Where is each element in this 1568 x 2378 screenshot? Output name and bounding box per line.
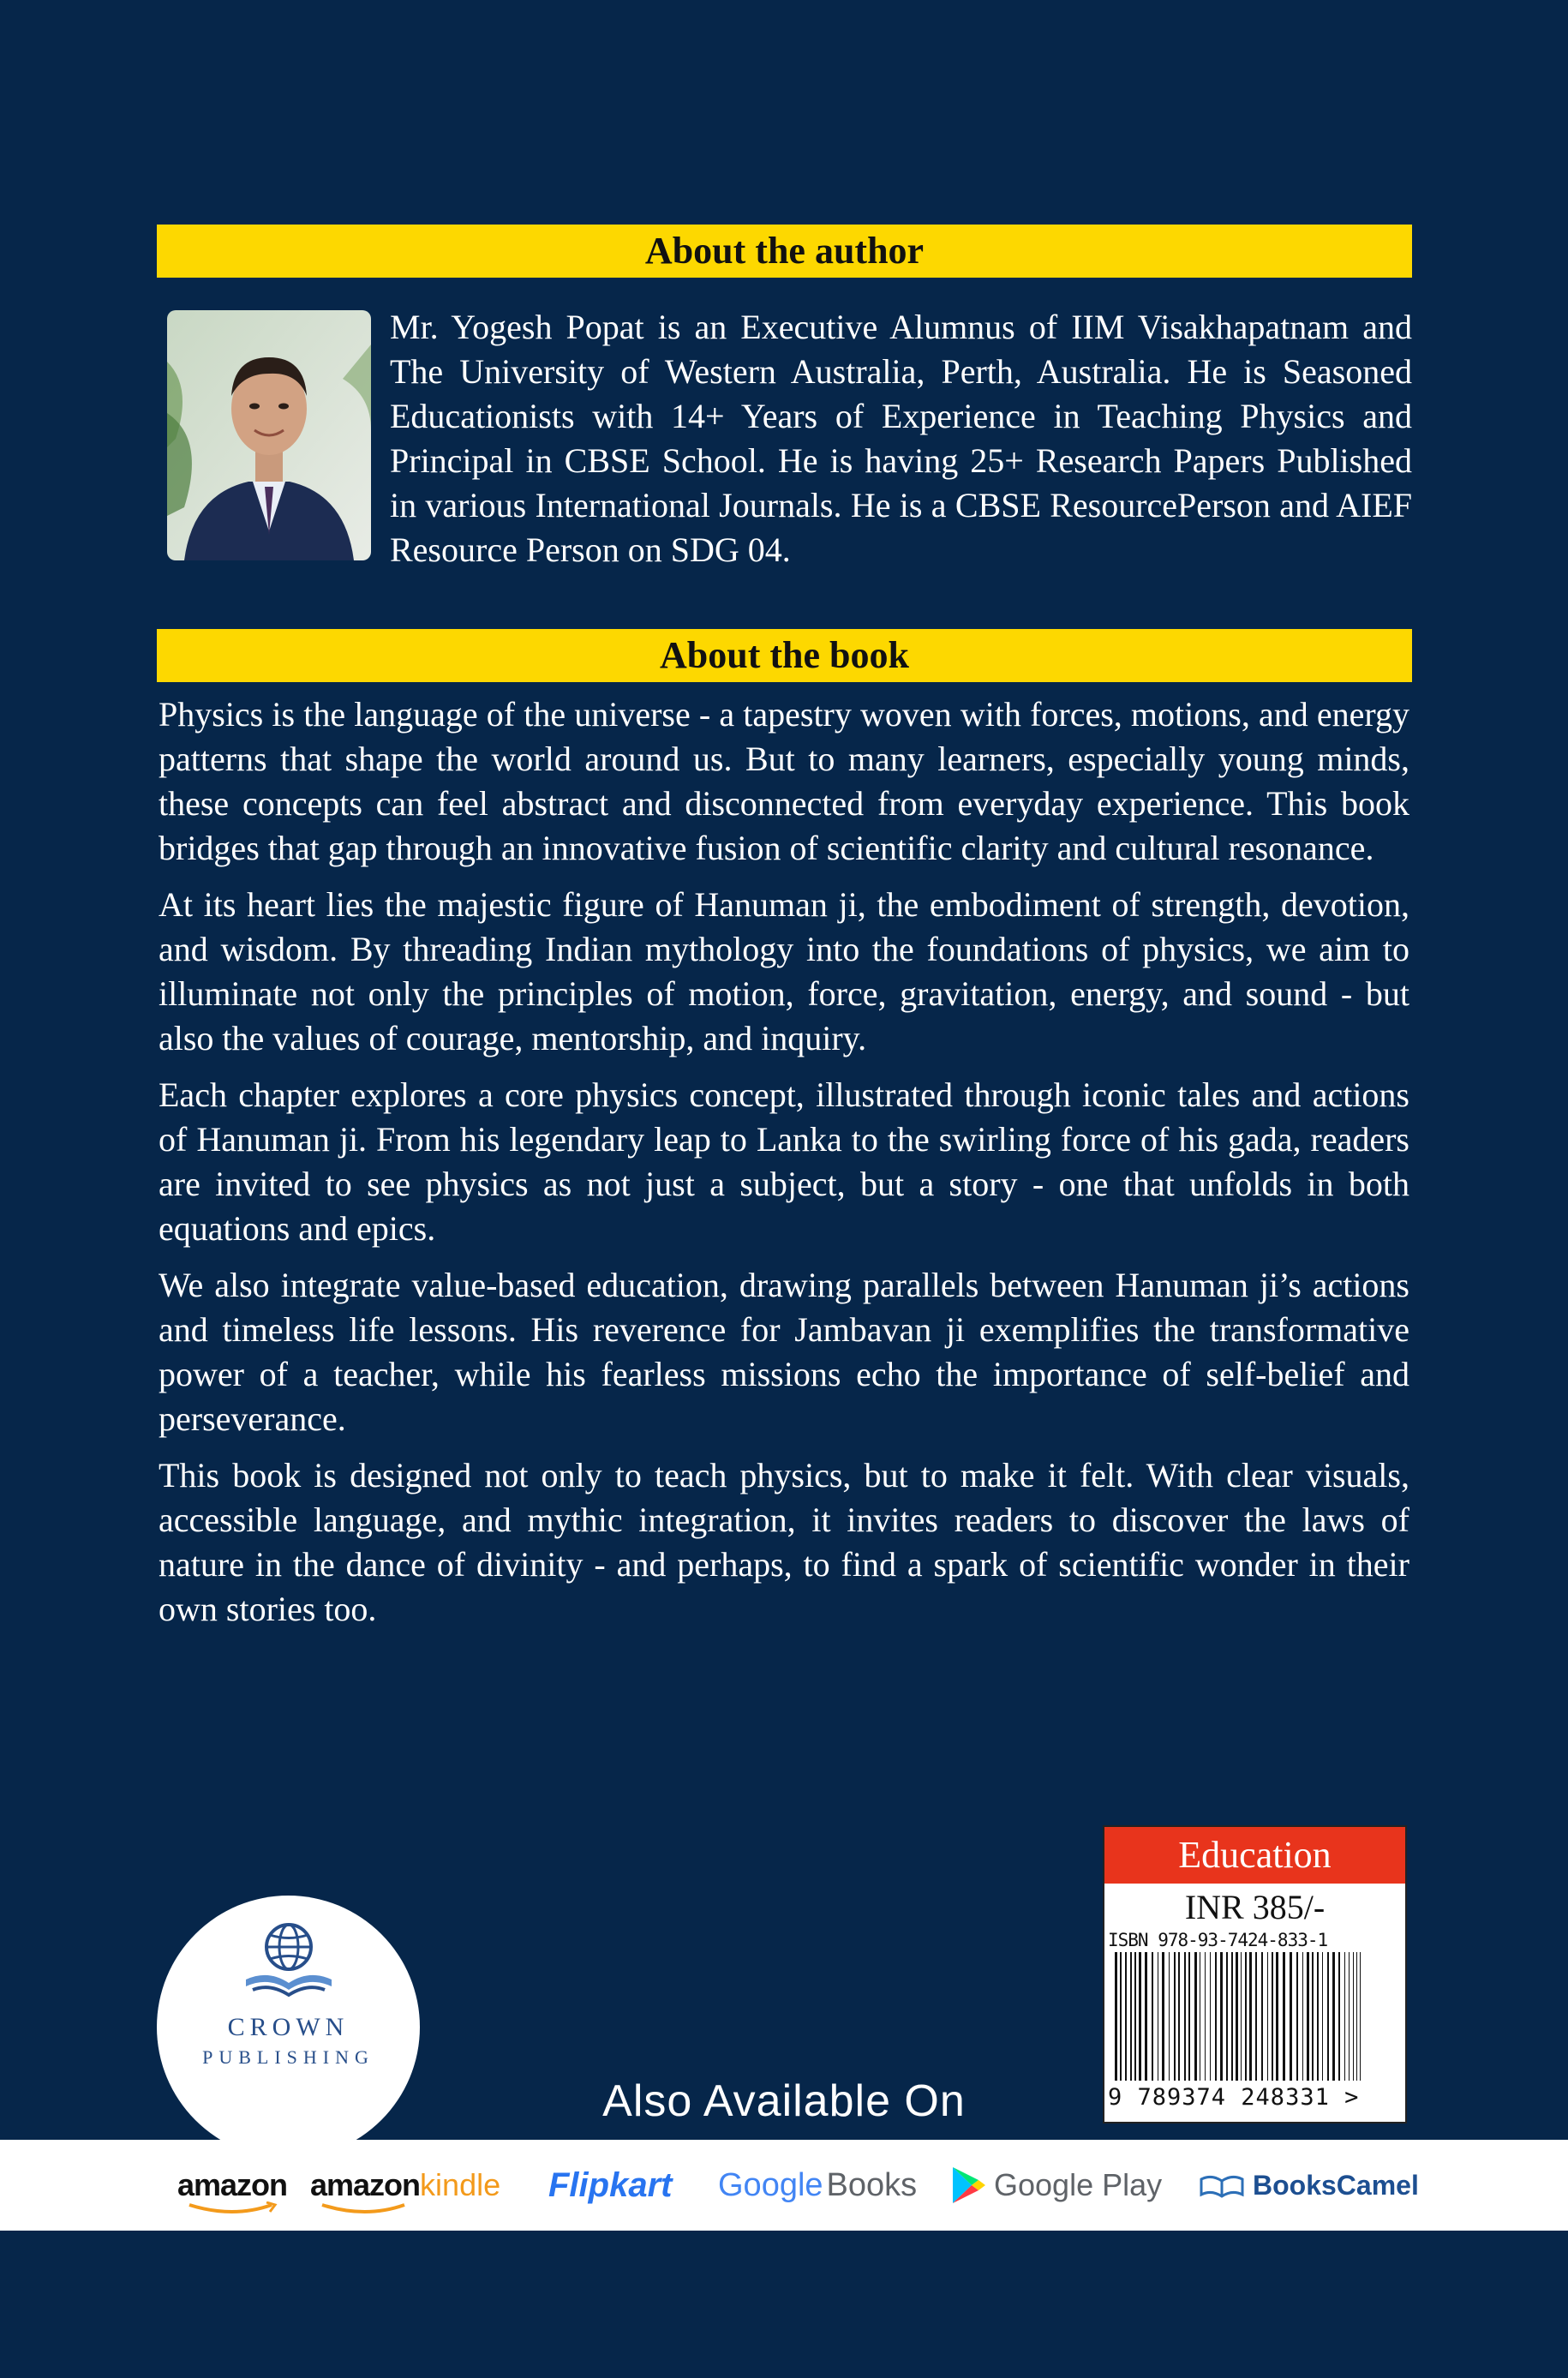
book-heading: About the book	[157, 629, 1412, 682]
publisher-name: CROWN	[227, 2013, 350, 2041]
google-logo-text: Google	[718, 2167, 823, 2203]
google-play-logo-text: Google Play	[994, 2167, 1163, 2202]
store-bookscamel[interactable]	[1198, 2140, 1419, 2231]
store-strip	[0, 2140, 1568, 2231]
book-paragraph: We also integrate value-based education, drawing parallels between Hanuman ji’s actions and timeless life lessons. His reverence for Jambavan ji exemplifies the transformative power of a teacher, while his fearless missions echo the importance of self-belief and perseverance.	[159, 1266, 1409, 1438]
globe-book-icon	[241, 1918, 337, 2012]
isbn-label: ISBN 978-93-7424-833-1	[1108, 1930, 1328, 1950]
amazon-kindle-logo-text: amazon	[310, 2167, 421, 2202]
barcode	[1111, 1952, 1403, 2081]
barcode-number: 9 789374 248331 >	[1108, 2084, 1360, 2111]
price-label: INR 385/-	[1184, 1888, 1326, 1926]
book-paragraph: Each chapter explores a core physics concept, illustrated through iconic tales and actions of Hanuman ji. From his legendary leap to Lanka to the swirling force of his gada, readers are invited to see physics as not just a subject, but a story - one that unfolds in both equations and epics.	[159, 1075, 1409, 1248]
publisher-subname: PUBLISHING	[202, 2046, 374, 2068]
books-logo-text: Books	[826, 2167, 918, 2203]
author-heading: About the author	[157, 225, 1412, 278]
also-available-title: Also Available On	[602, 2076, 966, 2126]
author-bio: Mr. Yogesh Popat is an Executive Alumnus of IIM Visakhapatnam and The University of Western Australia, Perth, Australia. He is Seasoned Educationists with 14+ Years of Experience in Teaching Physics and Principal in CBSE School. He is having 25+ Research Papers Published in various International Journals. He is a CBSE ResourcePerson and AIEF Resource Person on SDG 04.	[390, 308, 1412, 569]
store-flipkart[interactable]	[548, 2140, 672, 2231]
kindle-logo-text: kindle	[420, 2167, 501, 2202]
store-amazon[interactable]	[177, 2140, 287, 2231]
book-paragraph: Physics is the language of the universe - a tapestry woven with forces, motions, and energy patterns that shape the world around us. But to many learners, especially young minds, these concepts can feel abstract and disconnected from everyday experience. This book bridges that gap through an innovative fusion of scientific clarity and cultural resonance.	[159, 695, 1409, 867]
google-play-icon	[951, 2165, 987, 2205]
open-book-icon	[1198, 2171, 1246, 2200]
flipkart-logo-text: Flipkart	[548, 2166, 673, 2204]
store-amazon-kindle[interactable]	[310, 2140, 500, 2231]
author-photo	[167, 310, 371, 560]
store-google-books[interactable]	[718, 2140, 917, 2231]
amazon-smile-icon	[319, 2201, 413, 2217]
store-google-play[interactable]	[951, 2140, 1162, 2231]
book-paragraph: At its heart lies the majestic figure of Hanuman ji, the embodiment of strength, devotion, and wisdom. By threading Indian mythology into the foundations of physics, we aim to illuminate not only the principles of motion, force, gravitation, energy, and sound - but also the values of courage, mentorship, and inquiry.	[159, 885, 1409, 1057]
bookscamel-logo-text: BooksCamel	[1253, 2170, 1419, 2201]
book-description	[159, 692, 1409, 1644]
amazon-smile-icon	[186, 2201, 280, 2217]
amazon-logo-text: amazon	[177, 2167, 288, 2202]
genre-label: Education	[1104, 1827, 1405, 1884]
book-paragraph: This book is designed not only to teach physics, but to make it felt. With clear visuals, accessible language, and mythic integration, it invites readers to discover the laws of nature in the dance of divinity - and perhaps, to find a spark of scientific wonder in their own stories too.	[159, 1456, 1409, 1628]
